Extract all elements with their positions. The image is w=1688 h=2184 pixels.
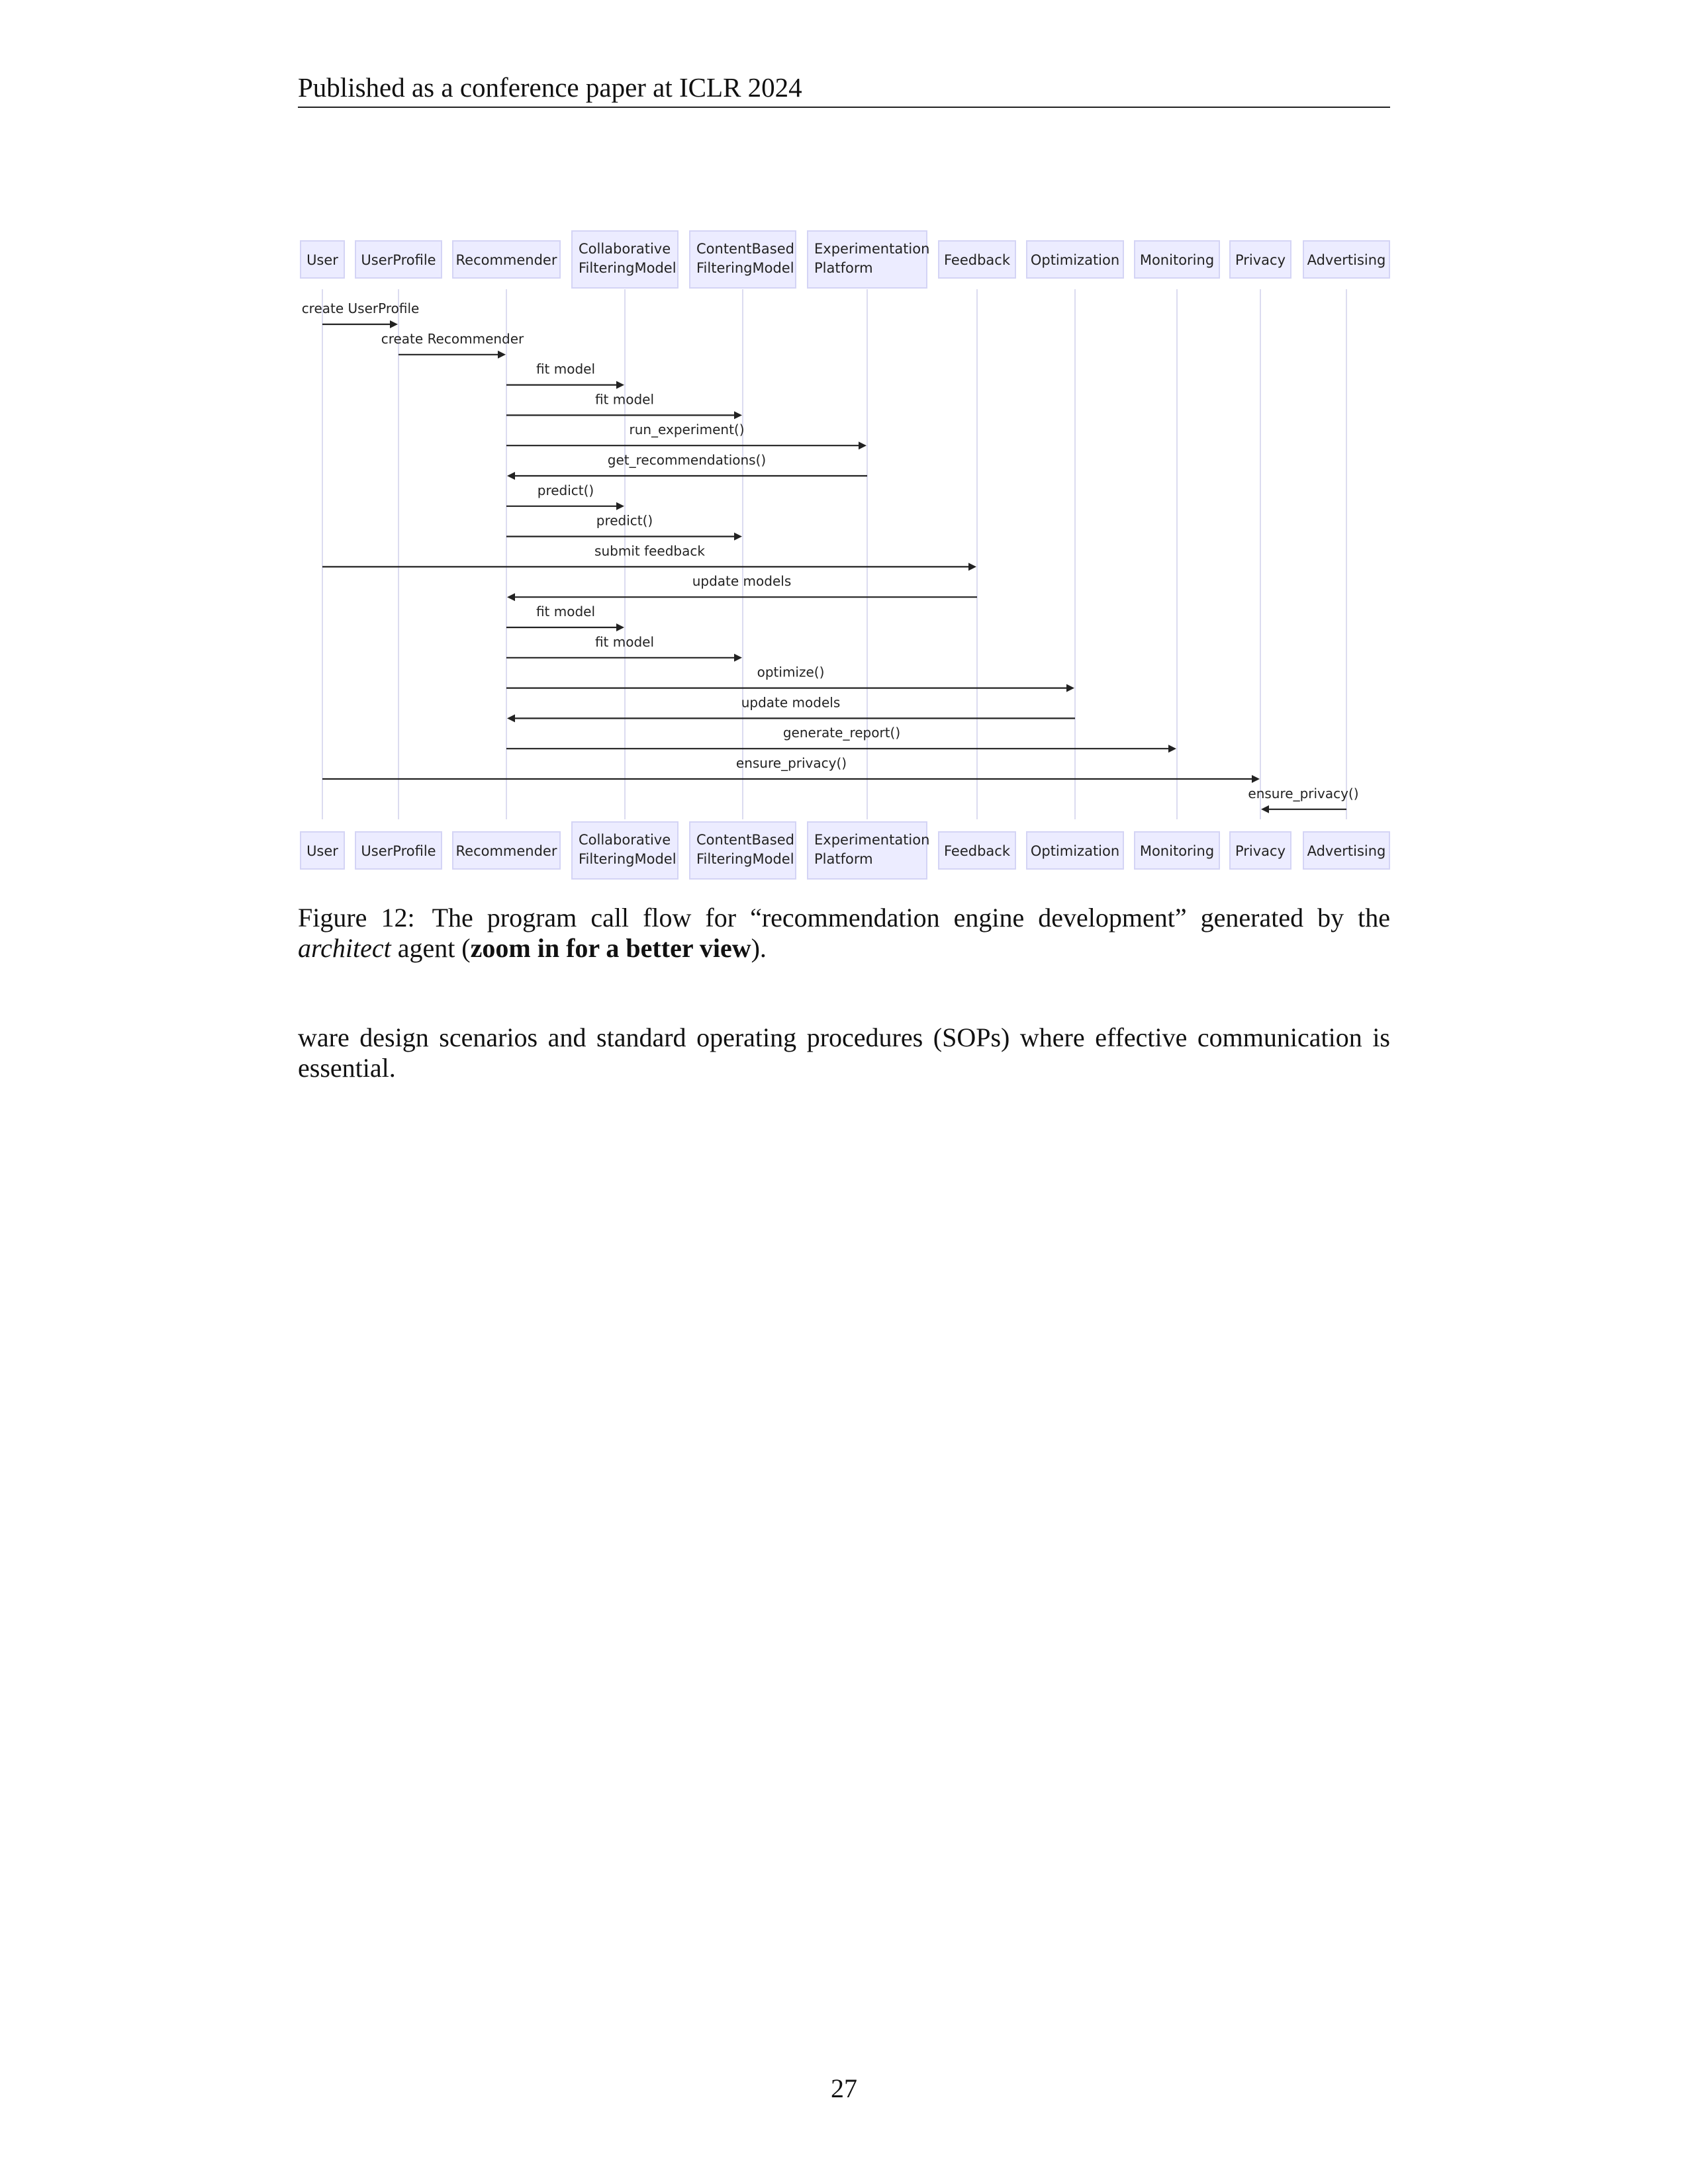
participant-label: FilteringModel	[579, 851, 677, 867]
message-label: create UserProfile	[301, 300, 420, 316]
participant-label: Collaborative	[579, 832, 671, 848]
participant-label: FilteringModel	[696, 260, 794, 276]
participant-label: UserProfile	[361, 843, 436, 859]
figure-caption	[298, 903, 1390, 964]
participant-label: Experimentation	[814, 241, 930, 257]
participant-label: Recommender	[455, 252, 557, 268]
participant-label: User	[306, 252, 338, 268]
participant-label: Optimization	[1030, 843, 1120, 859]
message-label: ensure_privacy()	[1248, 785, 1359, 801]
participant-box-bottom-experimentationplatform	[808, 822, 930, 879]
message-label: fit model	[536, 604, 596, 619]
running-header: Published as a conference paper at ICLR 2024	[298, 72, 802, 103]
participant-label: Recommender	[455, 843, 557, 859]
arrow-head	[390, 320, 398, 328]
participant-box-bottom-collaborativefilteringmodel	[572, 822, 678, 879]
arrow-head	[507, 714, 515, 722]
participant-label: Advertising	[1307, 843, 1386, 859]
caption-bold-note: zoom in for a better view	[470, 933, 751, 963]
participant-label: UserProfile	[361, 252, 436, 268]
arrow-head	[1261, 805, 1269, 813]
arrow-head	[1252, 775, 1260, 783]
arrow-head	[1168, 745, 1176, 752]
message-label: fit model	[594, 391, 655, 408]
participant-label: User	[306, 843, 338, 859]
arrow-head	[507, 472, 515, 480]
arrow-head	[498, 351, 506, 359]
arrow-head	[734, 654, 742, 662]
message-label: predict()	[537, 482, 594, 498]
arrow-head	[1066, 684, 1074, 692]
arrow-head	[616, 623, 624, 631]
message-label: predict()	[596, 512, 653, 529]
participant-label: Feedback	[943, 252, 1011, 268]
figure-label: Figure 12:	[298, 903, 415, 933]
caption-text-end: ).	[751, 933, 767, 963]
message-label: update models	[741, 694, 841, 711]
participant-label: Platform	[814, 851, 873, 867]
participant-box-top-contentbasedfilteringmodel	[690, 231, 796, 288]
participant-box-top-experimentationplatform	[808, 231, 930, 288]
message-label: fit model	[594, 633, 655, 650]
participant-label: FilteringModel	[579, 260, 677, 276]
participant-label: Privacy	[1235, 843, 1286, 859]
message-label: create Recommender	[381, 330, 524, 347]
participant-box-bottom-contentbasedfilteringmodel	[690, 822, 796, 879]
participant-label: Experimentation	[814, 832, 930, 848]
arrow-head	[968, 563, 976, 570]
arrow-head	[616, 502, 624, 510]
caption-text-middle: agent (	[391, 933, 471, 963]
message-label: optimize()	[757, 664, 825, 680]
body-paragraph: ware design scenarios and standard operating procedures (SOPs) where effective communication is essential.	[298, 1023, 1390, 1083]
message-label: update models	[692, 573, 792, 590]
participant-label: ContentBased	[696, 832, 794, 848]
participant-label: Platform	[814, 260, 873, 276]
arrow-head	[734, 411, 742, 419]
arrow-head	[616, 381, 624, 389]
arrow-head	[859, 441, 867, 449]
arrow-head	[507, 593, 515, 601]
message-label: submit feedback	[594, 543, 705, 559]
participant-label: Collaborative	[579, 241, 671, 257]
participant-label: Optimization	[1030, 252, 1120, 268]
message-label: generate_report()	[782, 725, 901, 741]
participant-label: Monitoring	[1139, 843, 1215, 859]
participant-label: Advertising	[1307, 252, 1386, 268]
participant-box-top-collaborativefilteringmodel	[572, 231, 678, 288]
message-label: ensure_privacy()	[735, 755, 847, 771]
participant-label: FilteringModel	[696, 851, 794, 867]
participant-label: ContentBased	[696, 241, 794, 257]
caption-text-start: The program call flow for “recommendation engine development” generated by the	[432, 903, 1391, 933]
message-label: fit model	[536, 361, 596, 377]
participant-label: Feedback	[943, 843, 1011, 859]
participant-label: Privacy	[1235, 252, 1286, 268]
participant-label: Monitoring	[1139, 252, 1215, 268]
message-label: get_recommendations()	[607, 452, 767, 468]
arrow-head	[734, 533, 742, 541]
message-label: run_experiment()	[629, 422, 745, 438]
caption-italic-term: architect	[298, 933, 391, 963]
page-number: 27	[831, 2073, 857, 2103]
